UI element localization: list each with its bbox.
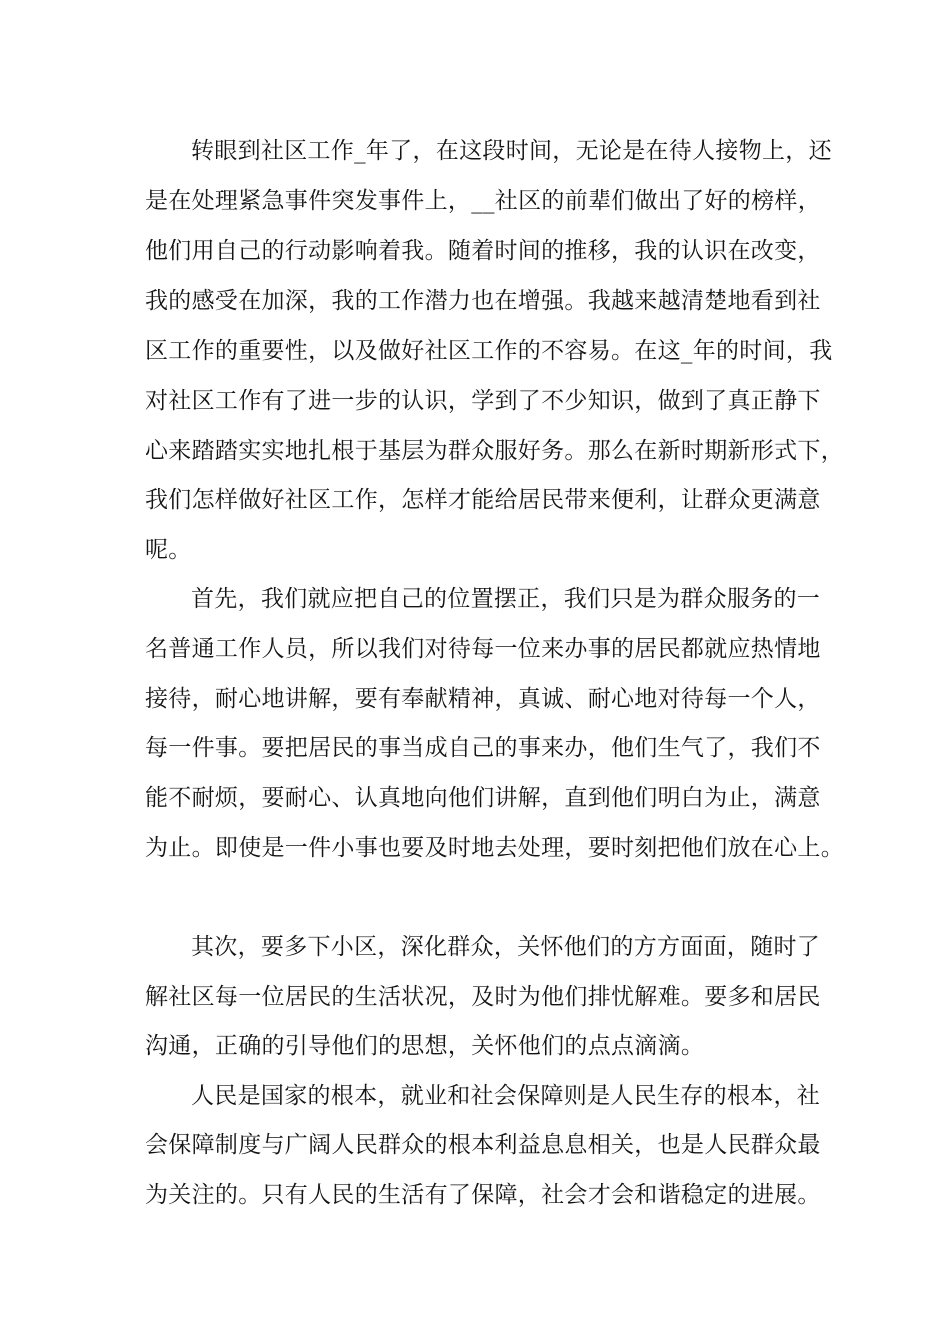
paragraph-3-line-3: 沟通，正确的引导他们的思想，关怀他们的点点滴滴。 xyxy=(145,1033,705,1059)
paragraph-1-line-1: 转眼到社区工作_年了，在这段时间，无论是在待人接物上，还 xyxy=(191,138,832,164)
paragraph-3-line-1: 其次，要多下小区，深化群众，关怀他们的方方面面，随时了 xyxy=(191,934,821,960)
paragraph-2-line-4: 每一件事。要把居民的事当成自己的事来办，他们生气了，我们不 xyxy=(145,735,821,761)
paragraph-1-line-8: 我们怎样做好社区工作，怎样才能给居民带来便利，让群众更满意 xyxy=(145,487,821,513)
paragraph-1-line-3: 他们用自己的行动影响着我。随着时间的推移，我的认识在改变， xyxy=(145,238,821,264)
paragraph-4-line-1: 人民是国家的根本，就业和社会保障则是人民生存的根本，社 xyxy=(191,1083,821,1109)
paragraph-2-line-1: 首先，我们就应把自己的位置摆正，我们只是为群众服务的一 xyxy=(191,586,821,612)
paragraph-1-line-9: 呢。 xyxy=(145,537,192,563)
paragraph-1-line-6: 对社区工作有了进一步的认识，学到了不少知识，做到了真正静下 xyxy=(145,388,821,414)
paragraph-1-line-7: 心来踏踏实实地扎根于基层为群众服好务。那么在新时期新形式下， xyxy=(145,438,844,464)
paragraph-1-line-2: 是在处理紧急事件突发事件上，__社区的前辈们做出了好的榜样， xyxy=(145,188,821,214)
paragraph-4-line-2: 会保障制度与广阔人民群众的根本利益息息相关，也是人民群众最 xyxy=(145,1132,821,1158)
paragraph-1-line-4: 我的感受在加深，我的工作潜力也在增强。我越来越清楚地看到社 xyxy=(145,288,821,314)
paragraph-2-line-5: 能不耐烦，要耐心、认真地向他们讲解，直到他们明白为止，满意 xyxy=(145,785,821,811)
paragraph-2-line-2: 名普通工作人员，所以我们对待每一位来办事的居民都就应热情地 xyxy=(145,636,821,662)
paragraph-2-line-6: 为止。即使是一件小事也要及时地去处理，要时刻把他们放在心上。 xyxy=(145,835,844,861)
paragraph-3-line-2: 解社区每一位居民的生活状况，及时为他们排忧解难。要多和居民 xyxy=(145,984,821,1010)
paragraph-4-line-3: 为关注的。只有人民的生活有了保障，社会才会和谐稳定的进展。 xyxy=(145,1182,821,1208)
paragraph-2-line-3: 接待，耐心地讲解，要有奉献精神，真诚、耐心地对待每一个人， xyxy=(145,686,821,712)
paragraph-1-line-5: 区工作的重要性，以及做好社区工作的不容易。在这_年的时间，我 xyxy=(145,338,833,364)
